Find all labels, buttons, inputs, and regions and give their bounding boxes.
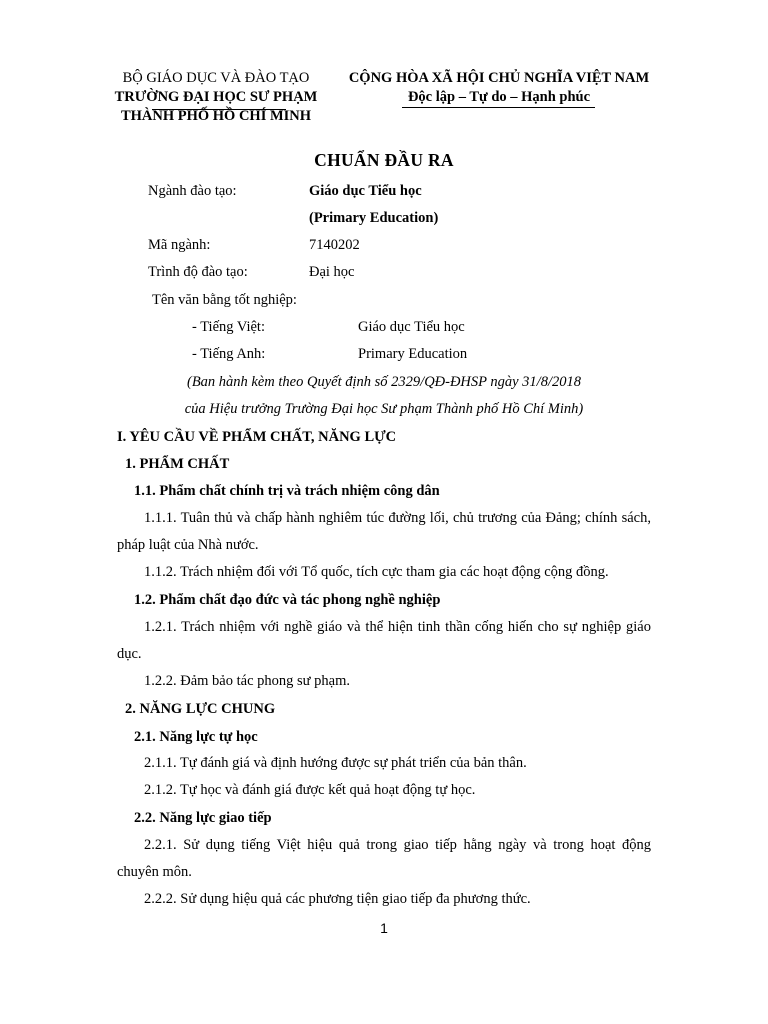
national-motto: Độc lập – Tự do – Hạnh phúc xyxy=(407,89,591,105)
paragraph-1-2-1: 1.2.1. Trách nhiệm với nghề giáo và thể hiện tinh thần cống hiến cho sự nghiệp giáo dục. xyxy=(117,619,651,662)
ministry-header xyxy=(100,69,332,126)
paragraph-2-1-1: 2.1.1. Tự đánh giá và định hướng được sự phát triển của bản thân. xyxy=(144,755,527,771)
degree-en-value: Primary Education xyxy=(358,346,468,362)
motto-underline xyxy=(402,107,595,108)
paragraph-1-2-2: 1.2.2. Đảm bảo tác phong sư phạm. xyxy=(144,673,350,689)
ministry-underline xyxy=(152,109,286,110)
paragraph-2-2-1: 2.2.1. Sử dụng tiếng Việt hiệu quả trong giao tiếp hằng ngày và trong hoạt động chuyên môn. xyxy=(117,837,651,880)
subsection-heading-political: 1.1. Phẩm chất chính trị và trách nhiệm công dân xyxy=(134,483,440,499)
paragraph-1-1-2: 1.1.2. Trách nhiệm đối với Tổ quốc, tích cực tham gia các hoạt động cộng đồng. xyxy=(144,564,609,580)
decree-note-line-1: (Ban hành kèm theo Quyết định số 2329/QĐ-ĐHSP ngày 31/8/2018 xyxy=(187,374,581,390)
paragraph-2-1-2: 2.1.2. Tự học và đánh giá được kết quả hoạt động tự học. xyxy=(144,782,476,798)
level-value: Đại học xyxy=(309,264,355,280)
degree-en-label: - Tiếng Anh: xyxy=(192,346,266,362)
code-value: 7140202 xyxy=(309,237,360,253)
degree-vi-value: Giáo dục Tiểu học xyxy=(358,319,465,335)
code-label: Mã ngành: xyxy=(148,237,211,253)
degree-vi-label: - Tiếng Việt: xyxy=(192,319,265,335)
national-header xyxy=(344,69,654,107)
subsection-heading-self-study: 2.1. Năng lực tự học xyxy=(134,729,258,745)
university-city: THÀNH PHỐ HỒ CHÍ MINH xyxy=(120,108,312,124)
section-heading-qualities: 1. PHẨM CHẤT xyxy=(125,456,230,472)
major-english-value: (Primary Education) xyxy=(309,210,439,226)
page-number: 1 xyxy=(380,920,388,936)
paragraph-1-1-1: 1.1.1. Tuân thủ và chấp hành nghiêm túc đường lối, chủ trương của Đảng; chính sách, pháp luật của Nhà nước. xyxy=(117,510,651,553)
university-name: TRƯỜNG ĐẠI HỌC SƯ PHẠM xyxy=(114,89,318,105)
major-label: Ngành đào tạo: xyxy=(148,183,237,199)
degree-label: Tên văn bằng tốt nghiệp: xyxy=(152,292,297,308)
paragraph-2-2-2: 2.2.2. Sử dụng hiệu quả các phương tiện giao tiếp đa phương thức. xyxy=(144,891,531,907)
page-title: CHUẨN ĐẦU RA xyxy=(314,150,454,170)
ministry-name: BỘ GIÁO DỤC VÀ ĐÀO TẠO xyxy=(122,70,310,86)
major-value: Giáo dục Tiểu học xyxy=(309,183,422,199)
country-name: CỘNG HÒA XÃ HỘI CHỦ NGHĨA VIỆT NAM xyxy=(348,70,650,86)
level-label: Trình độ đào tạo: xyxy=(148,264,248,280)
section-heading-general-competence: 2. NĂNG LỰC CHUNG xyxy=(125,701,276,717)
decree-note-line-2: của Hiệu trưởng Trường Đại học Sư phạm Thành phố Hồ Chí Minh) xyxy=(184,401,584,417)
subsection-heading-communication: 2.2. Năng lực giao tiếp xyxy=(134,810,272,826)
subsection-heading-ethics: 1.2. Phẩm chất đạo đức và tác phong nghề nghiệp xyxy=(134,592,441,608)
section-heading-requirements: I. YÊU CẦU VỀ PHẨM CHẤT, NĂNG LỰC xyxy=(117,429,397,445)
